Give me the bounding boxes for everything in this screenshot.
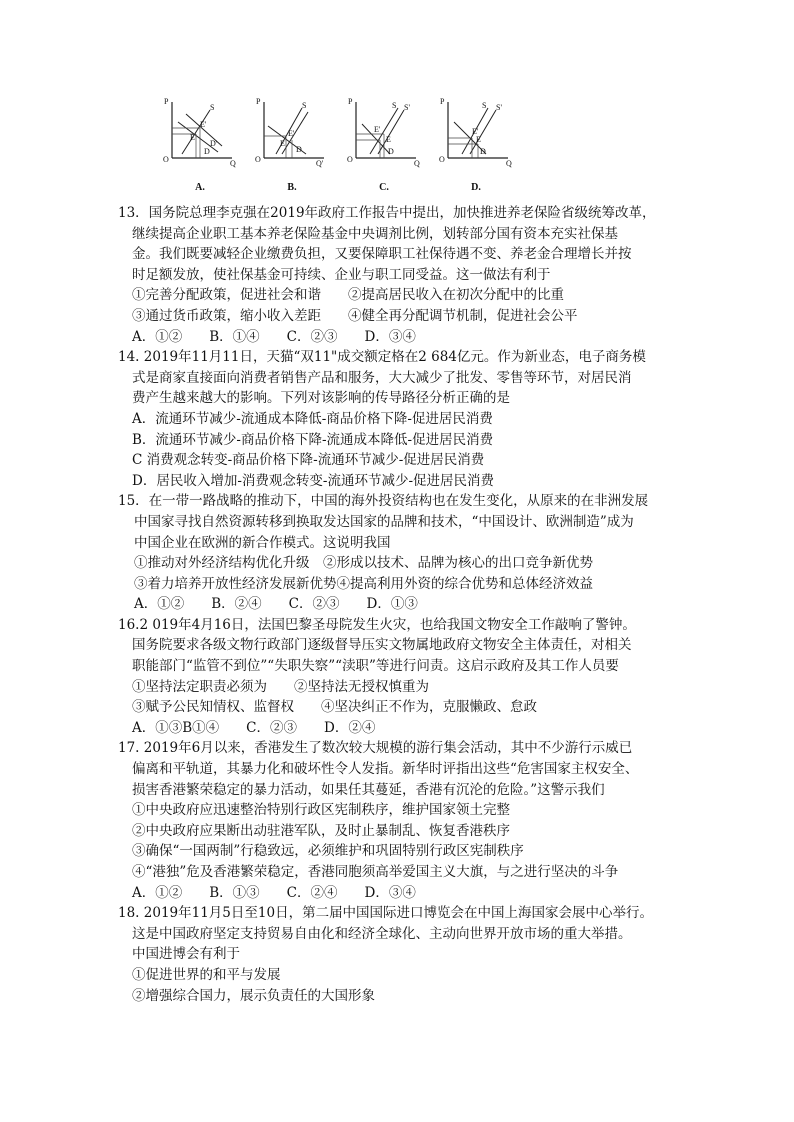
question-stem-line: 偏离和平轨道，其暴力化和破坏性令人发指。新华时评指出这些“危害国家主权安全、 [132,761,639,778]
question-stem-line: 国务院要求各级文物行政部门逐级督导压实文物属地政府文物安全主体责任，对相关 [132,637,632,654]
d2-label: D' [210,139,218,148]
s2-label: S' [496,103,502,112]
s2-label: S' [404,103,410,112]
e-label: E [386,135,391,144]
figure-c-graph [344,96,424,176]
e-label: E [280,139,285,148]
figure-d-caption: D. [471,182,481,193]
question-stem-line: 13．国务院总理李克强在2019年政府工作报告中提出，加快推进养老保险省级统筹改革， [118,205,656,221]
question-item: ①中央政府应迅速整治特别行政区宪制秩序，维护国家领土完整 [132,802,510,819]
s-label: S [392,101,397,110]
figure-d [436,96,516,200]
question-stem-line: 职能部门“监管不到位”“失职失察”“渎职”等进行问责。这启示政府及其工作人员要 [132,658,619,675]
question-stem-line: 损害香港繁荣稳定的暴力活动，如果任其蔓延，香港有沉沦的危险。”这警示我们 [132,781,605,798]
question-stem-line: 费产生越来越大的影响。下列对该影响的传导路径分析正确的是 [132,390,510,407]
s-label: S [210,103,215,112]
figure-a-graph [160,96,240,176]
s-label: S [302,101,307,110]
figure-a-caption: A. [195,182,205,193]
q-axis-label: Q [414,159,420,168]
p-axis-label: P [440,97,445,106]
question-stem-line: 时足额发放，使社保基金可持续、企业与职工同受益。这一做法有利于 [132,266,551,283]
p-axis-label: P [348,97,353,106]
e2-label: E' [374,125,381,134]
supply-demand-figures [160,96,520,200]
answer-options: A．①② B．①③ C．②④ D．③④ [132,884,416,901]
figure-c-caption: C. [379,182,389,193]
e2-label: E' [472,127,479,136]
question-stem-line: 中国进博会有利于 [132,946,240,963]
d-label: D [296,145,302,154]
answer-option: A．流通环节减少-流通成本降低-商品价格下降-促进居民消费 [132,410,493,427]
question-14 [118,347,678,491]
figure-c [344,96,424,200]
question-body [118,203,678,1006]
e-label: E [190,133,195,142]
answer-option: C 消费观念转变-商品价格下降-流通环节减少-促进居民消费 [132,452,485,469]
question-17 [118,738,678,903]
question-item: ②中央政府应果断出动驻港军队，及时止暴制乱、恢复香港秩序 [132,822,510,839]
question-item: ③确保“一国两制”行稳致远，必须维护和巩固特别行政区宪制秩序 [132,843,524,860]
question-stem-line: 16.2 019年4月16日，法国巴黎圣母院发生火灾，也给我国文物安全工作敲响了警钟。 [118,616,636,633]
d-label: D [388,147,394,156]
origin-label: O [255,155,261,164]
question-stem-line: 中国企业在欧洲的新合作模式。这说明我国 [134,534,391,551]
question-stem-line: 18. 2019年11月5日至10日，第二届中国国际进口博览会在中国上海国家会展中心举行。 [118,905,654,922]
p-axis-label: P [256,97,261,106]
question-item: ④“港独”危及香港繁荣稳定，香港同胞须高举爱国主义大旗，与之进行坚决的斗争 [132,864,619,880]
question-item: ①推动对外经济结构优化升级 ②形成以技术、品牌为核心的出口竞争新优势 [134,555,593,572]
answer-options: A．①② B．①④ C．②③ D．③④ [132,328,416,345]
question-13 [118,203,678,347]
question-16 [118,615,678,739]
answer-options: A．①② B．②④ C．②③ D．①③ [134,596,418,613]
q-axis-label: Q [506,159,512,168]
figure-d-graph [436,96,516,176]
e-label: E [476,135,481,144]
answer-option: D．居民收入增加-消费观念转变-流通环节减少-促进居民消费 [132,472,495,489]
e2-label: E' [200,120,207,129]
figure-b [252,96,332,200]
q-axis-label: Q [230,159,236,168]
question-15 [118,491,678,615]
e2-label: E' [288,129,295,138]
question-stem-line: 14. 2019年11月11日，天猫“双11"成交额定格在2 684亿元。作为新业态，电子商务模 [118,349,646,366]
question-stem-line: 17. 2019年6月以来，香港发生了数次较大规模的游行集会活动，其中不少游行示威已 [118,740,633,757]
q2-axis-label: Q' [316,159,324,168]
question-item: ③通过货币政策，缩小收入差距 ④健全再分配调节机制，促进社会公平 [132,307,578,324]
question-item: ②增强综合国力，展示负责任的大国形象 [132,987,375,1004]
figure-a [160,96,240,200]
origin-label: O [163,155,169,164]
s-label: S [482,101,487,110]
answer-options: A．①③B①④ C．②③ D．②④ [132,719,376,736]
question-item: ①促进世界的和平与发展 [132,966,281,983]
question-item: ③赋予公民知情权、监督权 ④坚决纠正不作为，克服懒政、怠政 [132,699,537,716]
question-stem-line: 金。我们既要减轻企业缴费负担，又要保障职工社保待遇不变、养老金合理增长并按 [132,246,632,263]
figure-b-graph [252,96,332,176]
p-axis-label: P [164,97,169,106]
origin-label: O [439,155,445,164]
question-stem-line: 继续提高企业职工基本养老保险基金中央调剂比例，划转部分国有资本充实社保基 [132,225,618,242]
question-stem-line: 式是商家直接面向消费者销售产品和服务，大大减少了批发、零售等环节，对居民消 [132,369,632,386]
origin-label: O [347,155,353,164]
question-item: ①坚持法定职责必须为 ②坚持法无授权慎重为 [132,678,429,695]
question-18 [118,903,678,1006]
figure-b-caption: B. [287,182,297,193]
question-stem-line: 中国家寻找自然资源转移到换取发达国家的品牌和技术，“中国设计、欧洲制造”成为 [134,513,634,530]
d-label: D [480,147,486,156]
question-stem-line: 这是中国政府坚定支持贸易自由化和经济全球化、主动向世界开放市场的重大举措。 [132,925,632,942]
answer-option: B．流通环节减少-商品价格下降-流通成本降低-促进居民消费 [132,431,494,448]
question-stem-line: 15．在一带一路战略的推动下，中国的海外投资结构也在发生变化，从原来的在非洲发展 [118,493,649,510]
question-item: ③着力培养开放性经济发展新优势④提高利用外资的综合优势和总体经济效益 [134,575,593,592]
question-item: ①完善分配政策，促进社会和谐 ②提高居民收入在初次分配中的比重 [132,287,564,304]
d-label: D [204,147,210,156]
